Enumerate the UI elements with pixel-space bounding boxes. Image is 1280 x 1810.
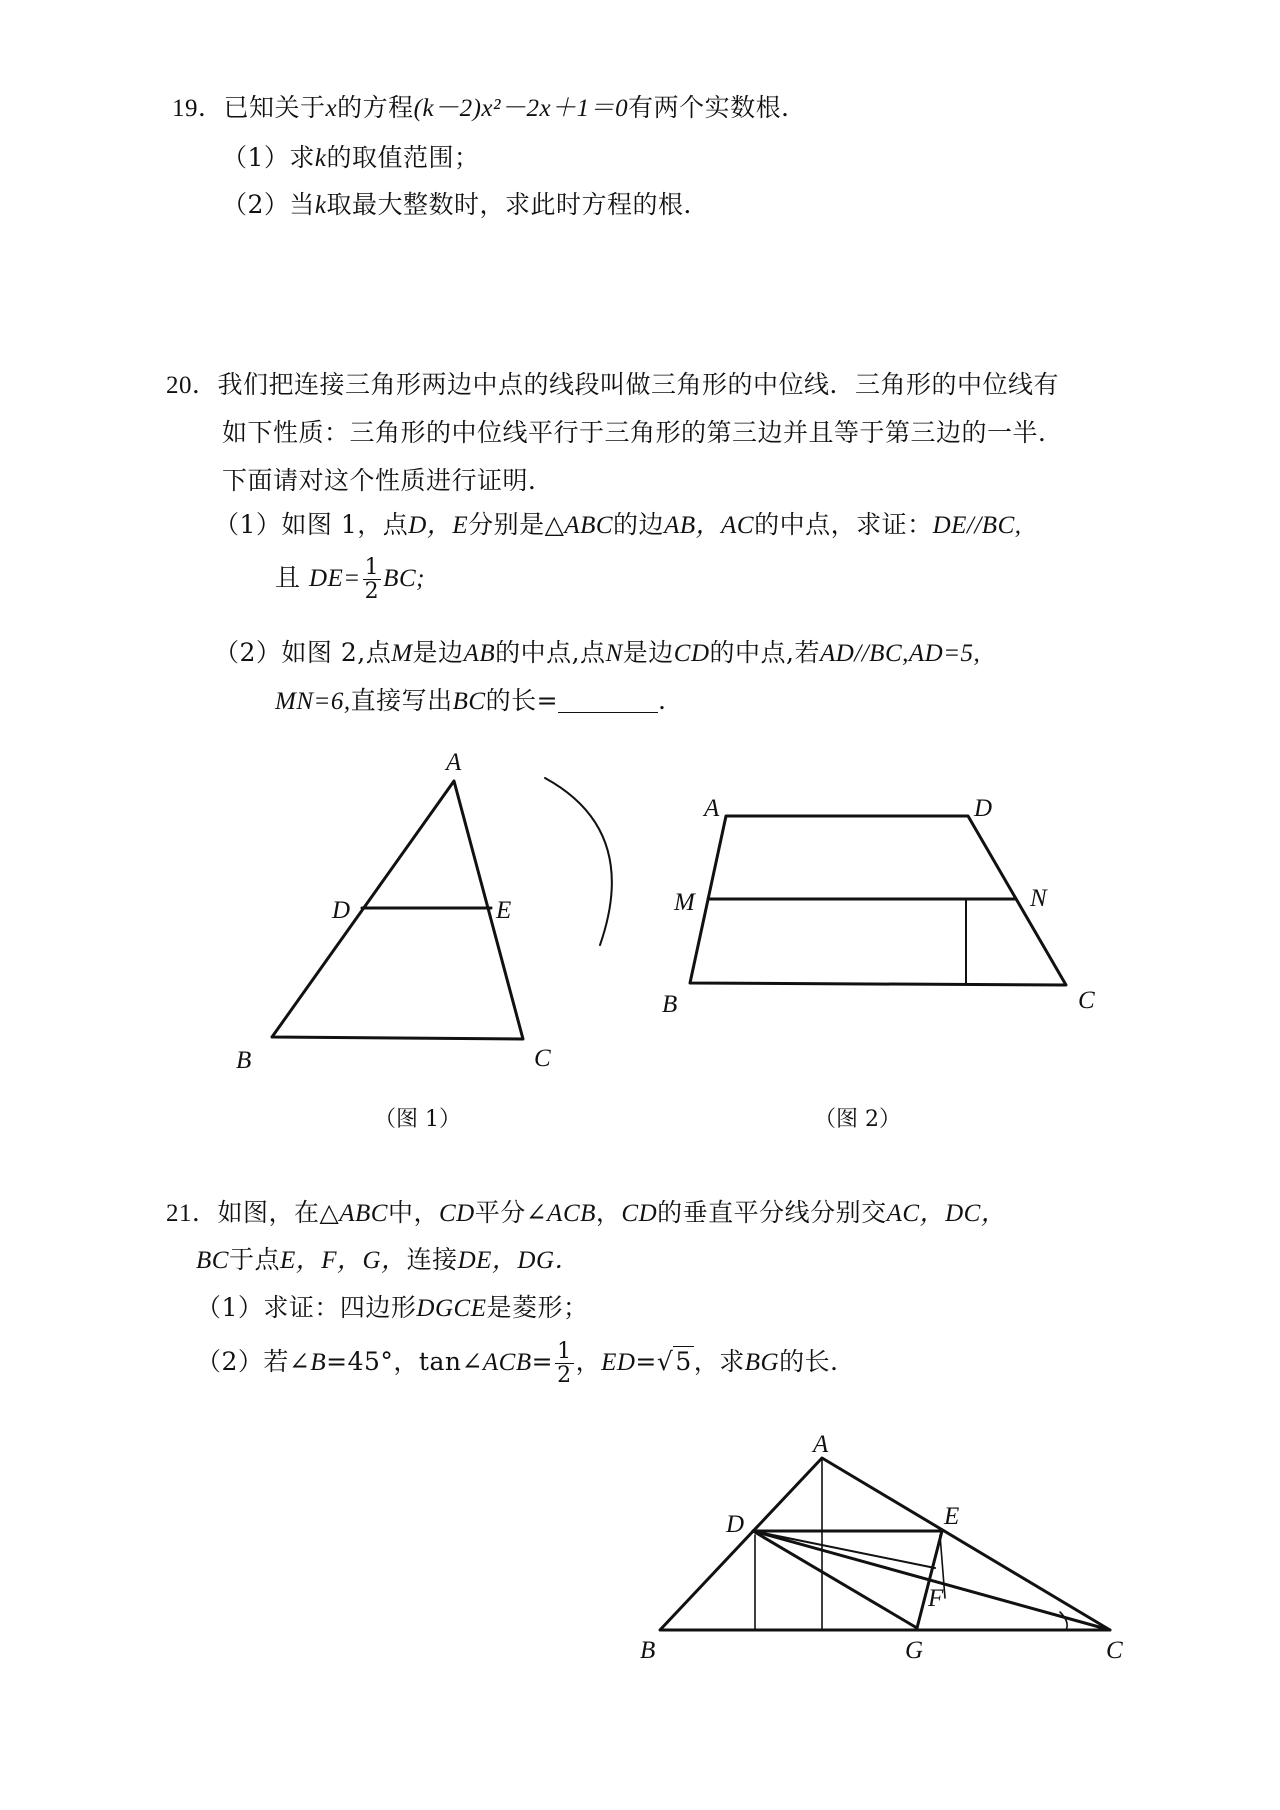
fig3-segment-eg [917,1531,942,1628]
fig2-caption: （图 2） [814,1107,901,1132]
fig2-label-n: N [1030,885,1047,912]
q20-part1-line1: （1）如图 1，点D，E分别是△ABC的边AB，AC的中点，求证：DE//BC, [214,510,1022,539]
fig3-triangle [660,1458,1110,1630]
fig3-angle-mark [1060,1612,1067,1630]
fig1-label-b: B [236,1047,252,1074]
fraction-one-half-q21: $\frac{1}{2}$ [557,1339,572,1389]
fig1-label-a: A [446,749,462,776]
q20-part2-line2: MN=6,直接写出BC的长= . [275,686,667,715]
q20-number: 20． [166,372,218,399]
fig1-label-c: C [534,1045,551,1072]
fig3-label-f: F [928,1585,944,1612]
q21-line1: 21．如图，在△ABC中，CD平分∠ACB，CD的垂直平分线分别交AC，DC， [166,1198,1007,1227]
fig1-caption: （图 1） [374,1107,461,1132]
q21-number: 21． [166,1200,218,1227]
q19-part2: （2）当k取最大整数时，求此时方程的根． [222,190,710,219]
fig2-label-a: A [704,795,720,822]
q19-part1: （1）求k的取值范围； [222,143,480,172]
fig3-label-a: A [813,1431,829,1458]
fig3-label-d: D [726,1511,745,1538]
arc-mark [545,778,612,945]
q21-part1: （1）求证：四边形DGCE是菱形； [196,1293,589,1322]
fig3-label-e: E [944,1503,960,1530]
fig3-segment-df [753,1531,935,1568]
q20-part2-line1: （2）如图 2,点M是边AB的中点,点N是边CD的中点,若AD//BC,AD=5, [214,638,981,667]
q20-line1: 20．我们把连接三角形两边中点的线段叫做三角形的中位线．三角形的中位线有 [166,370,1060,399]
fig2-label-c: C [1078,987,1095,1014]
fraction-one-half: $\frac{1}{2}$ [364,555,380,605]
q19-number: 19． [172,95,224,122]
q19-stem: 19．已知关于x的方程(k－2)x²－2x＋1＝0有两个实数根． [172,93,807,122]
fig3-label-g: G [905,1637,924,1664]
sqrt-five: √5 [656,1347,692,1377]
q20-line2: 如下性质：三角形的中位线平行于三角形的第三边并且等于第三边的一半． [222,418,1064,447]
q19-equation: (k－2)x²－2x＋1＝0 [413,95,629,122]
q21-line2: BC于点E，F，G，连接DE，DG． [196,1245,581,1274]
fig3-label-c: C [1106,1637,1123,1664]
fig1-label-d: D [332,897,351,924]
fig3-label-b: B [640,1637,656,1664]
q20-part1-line2: 且 DE= $\frac{1}{2}$ BC; [275,555,425,605]
fig1-triangle [272,781,523,1039]
q20-line3: 下面请对这个性质进行证明． [222,466,554,495]
q21-part2: （2）若∠B=45°，tan∠ACB= $\frac{1}{2}$ ，ED=√5，求BG的长． [196,1339,856,1389]
fig3-segment-dg [753,1531,917,1628]
fig1-label-e: E [496,897,512,924]
fig2-label-b: B [662,991,678,1018]
fig3-segment-dc [753,1531,1110,1630]
fig2-label-d: D [974,795,993,822]
fig2-label-m: M [674,889,695,916]
